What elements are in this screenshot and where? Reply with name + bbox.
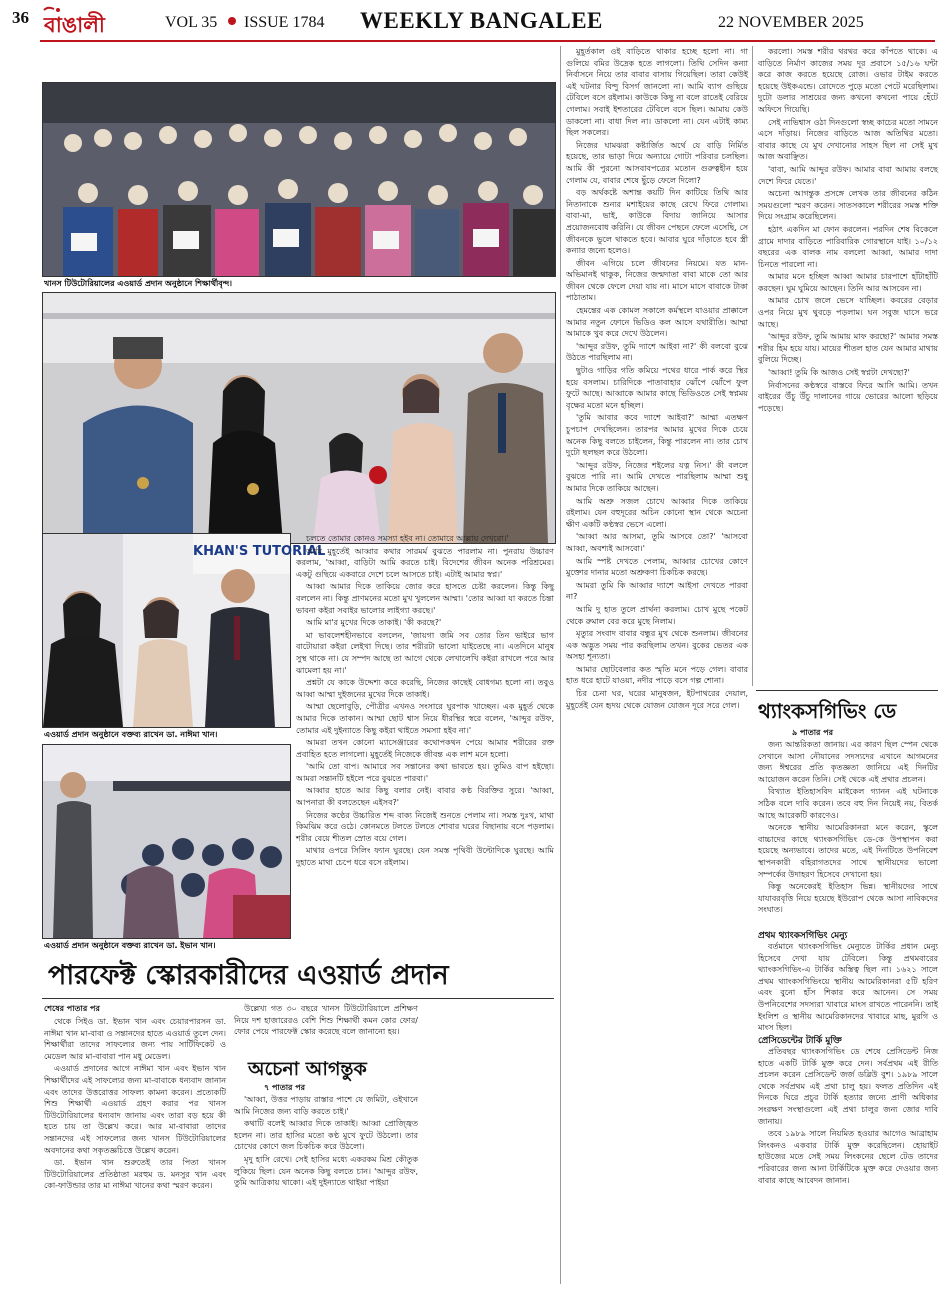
- paragraph: আমি স্পষ্ট দেখতে পেলাম, আব্বার চোখের কোণে মুক্তোর দানার মতো অশ্রুকণা চিকচিক করছে।: [566, 556, 748, 578]
- first-menu-body: [758, 941, 938, 1033]
- photo-caption-1: খানস টিউটোরিয়ালের এওয়ার্ড প্রদান অনুষ্ঠানে শিক্ষার্থীবৃন্দ।: [44, 279, 233, 288]
- paragraph: 'আমি তো বাপ। আমারে সব সন্তানের কথা ভাবতে হয়। তুমিও বাপ হইছো। আমরা সন্তানটি হইলে পরে বুঝতে পারবা।': [296, 762, 554, 783]
- paragraph: চির চেনা ঘর, ঘরের মানুষজন, ইটপাথরের দেয়াল, মুহূর্তেই যেন হৃদয় থেকে যোজন যোজন দূরে সরে গেল।: [566, 689, 748, 710]
- guest-body-col4: [566, 46, 748, 1284]
- thanksgiving-rule: [756, 690, 938, 691]
- paragraph: আম্মা ছেলোবুড়ি, পৌত্রীর এখনও সংসারে ঘুরপাক খাচ্ছেন। এক মুহূর্ত থেকে আমার দিকে তাকান। আম্মা ছোট শ্বাস নিয়ে ধীরস্থির স্বরে বলেন, 'আব্দুর রউফ, তোমার এই দুইন্যাতে কিছু কইরা থাইতে সমস্যা হইব না।': [296, 702, 554, 735]
- paragraph: হঠাৎ একদিন মা ফোন করলেন। পরদিন শেষ বিকেলে গ্রামে দাদার বাড়িতে পারিবারিক গোরস্থানে যাই। ১০/১২ বছরের এক বালক নাম বললো আব্বা, আমার দাদা চিনতে পারলো না।: [758, 224, 938, 269]
- turkey-pardon-body: [758, 1046, 938, 1284]
- paragraph: তবে ১৯৮৯ সালে নিয়মিত হওয়ার আগেও আব্রাহাম লিংকনও একবার টার্কি মুক্ত করেছিলেন। হোয়াইট হাউজের মতে সেই সময় লিংকনের ছেলে টেড তাদের পরিবারের জন্য আনা টার্কিটিকে মুক্ত করে দেওয়ার জন্য বাবার কাছে আবেদন জানান।: [758, 1129, 938, 1185]
- photo-caption-4: এওয়ার্ড প্রদান অনুষ্ঠানে বক্তব্য রাখেন ডা. ইভান খান।: [44, 941, 216, 950]
- photo-student-speech: [42, 292, 556, 544]
- header-rule: [40, 40, 935, 42]
- paragraph: আমি মুহূর্তেই আব্বার কথার সারমর্ম বুঝতে পারলাম না। পুনরায় উচ্চারণ করলাম, 'আব্বা, বাড়িটা আমি করতে চাই। বিদেশের জীবন অনেক পরিশ্রমের। একটু গুছিয়ে একবারে দেশে চলে আসতে চাই। এটাই আমার স্বপ্ন।': [296, 546, 554, 579]
- paragraph: 'আব্বা, উত্তর পাড়ায় রাস্তার পাশে যে জমিটা, ওইখানে আমি নিজের জন্য বাড়ি করতে চাই।': [234, 1095, 418, 1116]
- paragraph: আমি মা'র মুখের দিকে তাকাই। 'কী করছে?': [306, 618, 442, 628]
- paragraph: জন্য আন্তরিকতা জানায়। এর কারণ ছিল স্পেন থেকে সেখানে আসা নৌযানের সদস্যদের এখানে আগমনের জন্য ঈশ্বরের প্রতি কৃতজ্ঞতা জানিয়ে এই দিনটির আয়োজন করেন তিনি। সেই থেকে এই প্রথার প্রচলন।: [758, 740, 938, 784]
- paragraph: মৃদু হাসি রেখে। সেই হাসির মধ্যে একরকম মিশ্র কৌতুক লুকিয়ে ছিল। যেন অনেক কিছু বলতে চান। 'আব্দুর রউফ, তুমি আত্রিকায় থাকো। এই দুইন্যাতে থাইয়া পাইয়া: [234, 1154, 418, 1188]
- first-menu-subhead: প্রথম থ্যাংকসগিভিং মেন্যু: [758, 931, 848, 941]
- paragraph: করলো। সমস্ত শরীর থরথর করে কাঁপতে থাকে। এ বাড়িতে নির্মাণ কাজের সময় দূর প্রবাসে ১৫/১৬ ঘন্টা করে কাজ করতে হয়েছে রোজ। ওভার টাইম করতে হয়েছে উইকএন্ডে। রোদেতে পুড়ে মতো পেটে মরেছিলাম। দুটো ডলার সাশ্রয়ের জন্য কখনো কখনো পায়ে হেঁটে অফিসে গিয়েছি।: [758, 47, 938, 114]
- thanksgiving-body: [758, 739, 938, 925]
- paragraph: প্রশ্নটা যে কাকে উদ্দেশ্য করে করেছি, নিজের কাছেই বোধগম্য হলো না। তবুও আব্বা আম্মা দুইজনের মুখের দিকে তাকাই।: [296, 678, 554, 699]
- paragraph: এওয়ার্ড প্রদানের আগে নাঈমা খান এবং ইভান খান শিক্ষার্থীদের এই সাফল্যের জন্য মা-বাবাকে ধন্যবাদ জানান এবং তাদের উত্তরোত্তর সাফল্য কামনা করেন। প্রত্যেকটি শিশু শিক্ষার্থী এওয়ার্ড গ্রহণ করার পর খানস টিউটোরিয়ালের ধন্যবাদ জানায় এবং তারা বড় হয়ে কী হতে চায় তা উল্লেখ করে। আর মা-বাবারা তাদের সন্তানদের এই সাফল্যের জন্য খানস টিউটোরিয়ালের অবদানের কথা সকৃতজ্ঞচিত্তে উল্লেখ করেন।: [44, 1064, 226, 1155]
- page-number: 36: [12, 8, 29, 27]
- paragraph: 'তুমি আবার কবে দ্যাশে আইবা?' আম্মা এতক্ষণ চুপচাপ দেখছিলেন। তারপর আমার মুখের দিকে চেয়ে অনেক কিছু বলতে চাইলেন, কিন্তু পারলেন না। তার চোখ দুটো ছলছল করে উঠলো।: [566, 413, 748, 458]
- paragraph: ডা. ইভান খান শুরুতেই তার পিতা খানস টিউটোরিয়ালের প্রতিষ্ঠাতা মরহুম ড. মনসুর খান এবং কো-ফাউন্ডার তার মা নাঈমা খানের কথা স্মরণ করেন।: [44, 1158, 226, 1191]
- paragraph: মুহূর্তকাল ওই বাড়িতে থাকার হচ্ছে হলো না। গা গুলিয়ে বমির উদ্রেক হতে লাগলো। তিথি সেদিন কন্যা নির্বাসনে নিয়ে তার বাবার বাসায় গিয়েছিল। তারা কেউই এই ঘটনার বিন্দু বিসর্গ জানলো না। আমি ব্যাগ গুছিয়ে টেবিলে বসে রইলাম। কাউকে কিছু না বলে রাতেই বেরিয়ে গেলাম। সবাই ইশতারের টেবিলে বসে ছিল। আমায় কেউ ডাকলো না। বাধা দিল না। ডাকলো না। যেন এটাই কাম্য ছিল সকলের।: [566, 47, 748, 138]
- column-rule: [752, 46, 753, 686]
- paragraph: 'আব্দুর রউফ, তুমি দ্যাশে আইবা না?' কী বলবো বুঝে উঠতে পারছিলাম না।: [566, 341, 748, 363]
- paragraph: আমার চোখ জলে ভেসে যাচ্ছিল। কবরের বেড়ার ওপর নিয়ে মুখ থুবড়ে পড়লাম। ঘন সবুজ ঘাসে ভরে আছে।: [758, 296, 938, 329]
- award-continuation-tag: শেষের পাতার পর: [44, 1004, 100, 1013]
- paragraph: কিন্তু অনেকেরই ইতিহাস ভিন্ন। স্থানীয়দের সাথে যাযাবরবৃত্তি নিয়ে হয়েছে ইউরোপ থেকে আসা নাবিকদের সংঘাত।: [758, 882, 938, 915]
- issue-date: 22 NOVEMBER 2025: [718, 14, 864, 31]
- paragraph: 'আব্দুর রউফ, নিজের শইলের যত্ন নিস।' কী বললে বুঝতে পারি না। আমি দেখতে পারছিলাম আম্মা শুধু আমার দিকে তাকিয়ে আছেন।: [566, 460, 748, 493]
- paragraph: চলতে তোমার কোনও সমস্যা হইব না। তোমারে আল্লায় দেখবো।': [306, 534, 509, 543]
- paragraph: মাথার ওপরে সিলিং ফ্যান ঘুরছে। যেন সমস্ত পৃথিবী উল্টোদিকে ঘুরছে। আমি দুহাতে মাথা চেপে ধরে বসে রইলাম।: [296, 846, 554, 868]
- paragraph: হেমন্তের এক কোমল সকালে কর্মস্থলে যাওয়ার প্রাক্কালে আমার নতুন ফোনে ভিডিও কল আসে যথারীতি। আম্মা আমাকে খুব করে দেখে উঠলেন।: [566, 306, 748, 339]
- paragraph: ছুটাও গাড়ির গতি কমিয়ে পথের ধারে পার্ক করে স্থির হয়ে বসলাম। চারিদিকে পাতাবাহার ঝোঁপে ঝোঁপে ফুল ফুটে আছে। আব্বাকে আমার কাছে ভিডিওতে সেই স্বপ্নময় বৃক্ষের মতো মনে হচ্ছিল।: [566, 366, 748, 410]
- logo-text: বাঙালী: [44, 13, 105, 37]
- header-separator-dot: [228, 17, 236, 25]
- newspaper-logo: [38, 4, 130, 38]
- paragraph: 'আব্বা! তুমি কি আজও সেই স্বপ্নটা দেখছো?': [768, 368, 910, 378]
- paragraph: আমরা তুমি কি আব্বার দ্যাশে আইসা দেখতে পারবা না?: [566, 580, 748, 602]
- paper-name: WEEKLY BANGALEE: [360, 8, 603, 33]
- paragraph: মা ভাবলেশহীনভাবে বললেন, 'জায়গা জমি সব তোর তিন ভাইরে ভাগ বাটোয়ারা কইরা লেইখা দিছে। তার শরীরটা ভালো যাইতেছে না। এতদিনে মানুষ সুস্থ থাকে না। যে সম্পদ আছে তা আগে থেকে লেখালেখি কইরা রাখলে পরে আর ঝামেলা হয় না।': [296, 630, 554, 675]
- paragraph: আমরা তখন কোনো ম্যাসেঞ্জারের কথোপকথন পেয়ে আমার শরীরের রক্ত প্রবাহিত হতে লাগলো। মুহূর্তেই নিজেকে জীবন্ত এক লাশ মনে হলো।: [296, 738, 554, 759]
- photo-group-students: [42, 82, 556, 277]
- turkey-pardon-subhead: প্রেসিডেন্টের টার্কি মুক্তি: [758, 1036, 842, 1046]
- photo-caption-3: এওয়ার্ড প্রদান অনুষ্ঠানে বক্তব্য রাখেন ডা. নাঈমা খান।: [44, 730, 218, 739]
- column-rule: [560, 46, 561, 1284]
- paragraph: আমি অশ্রু সজল চোখে আব্বার দিকে তাকিয়ে রইলাম। যেন বহুদূরের অচিন কোনো স্থান থেকে অচেনা ক্ষীণ একটি কণ্ঠস্বর ভেসে এলো।: [566, 496, 748, 529]
- photo-naima-khan-speech: [42, 533, 326, 728]
- thanksgiving-continuation-tag: ৯ পাতার পর: [792, 728, 834, 737]
- paragraph: বর্তমানে থ্যাংকসগিভিং মেন্যুতে টার্কির প্রধান মেন্যু হিসেবে দেখা যায় টেবিলে। কিন্তু প্রথমবারের থ্যাংকসগিভিং-এ টার্কির অস্তিত্ব ছিল না। ১৬২১ সালে প্রথম থ্যাংকসগিভিংয়ে স্থানীয় আমেরিকানরা ৫টি হরিণ এবং বুনো হাঁস শিকার করে আনেন। সে সময় উপনিবেশের সদস্যরা খাবারে মাংস রাখতে পারেননি। তাই ইংলিশ ও স্থানীয় আমেরিকানদের খাবারে মাছ, মুরগি ও মাংস ছিল।: [758, 942, 938, 1033]
- paragraph: সেই নাভিশ্বাস ওঠা দিনগুলো স্বচ্ছ কাচের মতো সামনে এসে দাঁড়ায়। নিজের বাড়িতে আজ অতিথির মতো। বাবার কাছে যে মুখ দেখানোর সাহস ছিল না সেই মুখ আজ অবাঞ্ছিত।: [758, 117, 938, 162]
- paragraph: আমি দু হাত তুলে প্রার্থনা করলাম। চোখ মুছে পকেট থেকে রুমাল বের করে মুছে নিলাম।: [566, 604, 748, 626]
- paragraph: নিজের ঘামঝরা কষ্টার্জিত অর্থে যে বাড়ি নির্মিত হয়েছে, তার ভাড়া দিয়ে অন্যায়ে গোটা পরিবার চলছিল। আমি কী পুরনো আসবাবপত্রের মতোন গুরুত্বহীন হয়ে গেলাম যে, বাবার শেষে ছুঁড়ে ফেলে দিলো?: [566, 140, 748, 185]
- paragraph: আব্বা আমার দিকে তাকিয়ে জোর করে হাসতে চেষ্টা করলেন। কিন্তু কিছু বললেন না। কিন্তু প্রাণমনের মতো মুখ খুললেন আম্মা। 'তোর আব্বা যা করতে চিন্তা ভাবনা কইরা সবাইর ভালোর লাইগ্যা করছে।': [296, 582, 554, 615]
- paragraph: বড় অর্থকষ্টে অশান্ত কয়টি দিন কাটিয়ে তিথি আর নিতানাকে শুন্যর মশাইয়ের কাছে রেখে ফিরে গেলাম। বাবা-মা, ভাই, কাউকে বিদায় জানিয়ে আসার প্রয়োজনবোধ করিনি। যে জীবন পেছনে ফেলে এসেছি, সে জীবনকে ভুলে থাকতে হবে। আবার ঘুরে দাঁড়াতে হবে স্ত্রী কন্যার জন্যে হলেও।: [566, 188, 748, 256]
- paragraph: 'আব্বা আর আসমা, তুমি আসবে তো?' 'আসবো আব্বা, অবশ্যই আসবো।': [566, 532, 748, 553]
- paragraph: আমার মনে হচ্ছিল আব্বা আমার চারপাশে হাঁটাহাঁটি করছেন। ঘুম ঘুমিয়ে আছেন। তিনি আর আসবেন না।: [758, 272, 938, 293]
- paragraph: জীবন এগিয়ে চলে জীবনের নিয়মে। যত মান-অভিমানই থাকুক, নিজের জন্মদাতা বাবা মাকে তো আর জীবন থেকে ফেলে দেয়া যায় না। মাসে মাসে বাবাকে টাকা পাঠাতাম।: [566, 258, 748, 303]
- volume-number: VOL 35: [165, 14, 218, 31]
- guest-body-col5: [758, 46, 938, 686]
- paragraph: 'আব্দুর রউফ, তুমি আমায় মাফ করছো?' আমার সমস্ত শরীর হিম হয়ে যায়। মায়ের শীতল হাত যেন আমার মাথায় বুলিয়ে দিচ্ছে।: [758, 332, 938, 365]
- paragraph: উল্লেখ্য গত ৩০ বছরে খানস টিউটোরিয়ালে প্রশিক্ষণ নিয়ে দশ হাজারেরও বেশি শিশু শিক্ষার্থী কমন কোর ফোর/ফোর পেয়ে পারফেক্ট স্কোর করেছে বলে জানানো হয়।: [234, 1004, 418, 1037]
- paragraph: নিজের কণ্ঠের উচ্চারিত শব্দ বাক্য নিজেই শুনতে পেলাম না। সমস্ত দুঃখ, মাথা কিমঝিম করে ওঠে। কোনমতে টলতে টলতে শোবার ঘরের বিছানায় বসে পড়লাম। শরীর বেয়ে শীতল স্রোত বয়ে গেল।: [296, 810, 554, 843]
- guest-body-col3: [296, 533, 554, 1284]
- award-body-col1: [44, 1016, 226, 1284]
- award-headline: পারফেক্ট স্কোরকারীদের এওয়ার্ড প্রদান: [48, 960, 449, 991]
- paragraph: আব্বার হাতে আর কিছু বলার নেই। বাবার কণ্ঠ বিরক্তির সুরে। 'আব্বা, আপনারা কী বলতেছেন এইসব?': [296, 786, 554, 808]
- photo-evan-khan-speech: [42, 744, 291, 939]
- paragraph: অনেকে স্থানীয় আমেরিকানরা মনে করেন, স্কুলে বাচ্চাদের কাছে থ্যাংকসগিভিং ডে-কে উপস্থাপন করা হয়েছে অন্যভাবে। তাদের মতে, এই দিনটিতে উপনিবেশ স্থাপনকারী বহিরাগতদের সাথে স্থানীয়দের ভালো সম্পর্কের উদাহরণ হিসেবে দেখানো হয়।: [758, 823, 938, 879]
- thanksgiving-headline: থ্যাংকসগিভিং ডে: [758, 699, 897, 723]
- guest-continuation-tag: ৭ পাতার পর: [264, 1083, 306, 1092]
- unknown-guest-headline: অচেনা আগন্তুক: [248, 1058, 367, 1080]
- paragraph: অচেনা আগন্তুক প্রসঙ্গে লেখক তার জীবনের কঠিন সময়গুলো স্মরণ করেন। সাতসকালে শরীরের সমস্ত শক্তি দিয়ে সংগ্রাম করেছিলেন।: [758, 189, 938, 222]
- paragraph: মৃত্যুর সংবাদ বাবার বন্ধুর মুখ থেকে শুনলাম। জীবনের এক অদ্ভুত সময় পার করছিলাম তখন। বুকের ভেতর এক অসহ্য শূন্যতা।: [566, 629, 748, 662]
- issue-number: ISSUE 1784: [244, 14, 325, 31]
- paragraph: থেকে সিইও ডা. ইভান খান এবং চেয়ারপারসন ডা. নাঈমা খান মা-বাবা ও সন্তানদের হাতে এওয়ার্ড তুলে দেন। শিক্ষার্থীরা তাদের সাফল্যের জন্য পায় সার্টিফিকেট ও মেডেল আর মা-বাবারা পান মধু মেডেল।: [44, 1017, 226, 1061]
- paragraph: নির্বাসনের কণ্ঠস্বরে বাস্তবে ফিরে আসি আমি। তখন বাইরের উঁচু উঁচু দালানের গায়ে ভোরের আলো ছড়িয়ে পড়েছে।: [758, 380, 938, 413]
- paragraph: বিখ্যাত ইতিহাসবিদ মাইকেল গ্যানন এই ঘটনাকে সঠিক বলে দাবি করেন। তবে বহু দিন নিয়েই নয়, বিতর্ক আছে আরেকটি কারণেও।: [758, 787, 938, 820]
- paragraph: 'বাবা, আমি আব্দুর রউফ। আমার বাবা আমায় বলছে দেশে ফিরে যেতে।': [758, 164, 938, 186]
- tutorial-sign: KHAN'S TUTORIAL: [193, 544, 326, 559]
- paragraph: প্রতিবছর থ্যাংকসগিভিং ডে শেষে প্রেসিডেন্ট নিজ হাতে একটি টার্কি মুক্ত করে দেন। সর্বপ্রথম এই রীতি প্রচলন করেন প্রেসিডেন্ট জর্জ ডব্লিউ বুশ। ১৯৮৯ সালে থেকে সর্বপ্রথম এই প্রথা চালু হয়। ফলত প্রতিদিন এই দিনকে ঘিরে প্রচুর টার্কি হত্যার জন্যে প্রাণী অধিকার সংরক্ষণ সংস্থাগুলো এই প্রথা চালুর জন্য জোর দাবি জানায়।: [758, 1047, 938, 1126]
- paragraph: আমার ছোটবেলার কত স্মৃতি মনে পড়ে গেল। বাবার হাত ধরে হাটে যাওয়া, নদীর পাড়ে বসে গল্প শোনা।: [566, 664, 748, 686]
- paragraph: কথাটি বলেই আব্বার দিকে তাকাই। আব্বা প্রোজ্জ্বিত হলেন না। তার হাসির মতো কণ্ঠ মুখে ফুটে উঠলো। তার চোখের কোণে জল চিকচিক করে উঠলো।: [234, 1119, 418, 1152]
